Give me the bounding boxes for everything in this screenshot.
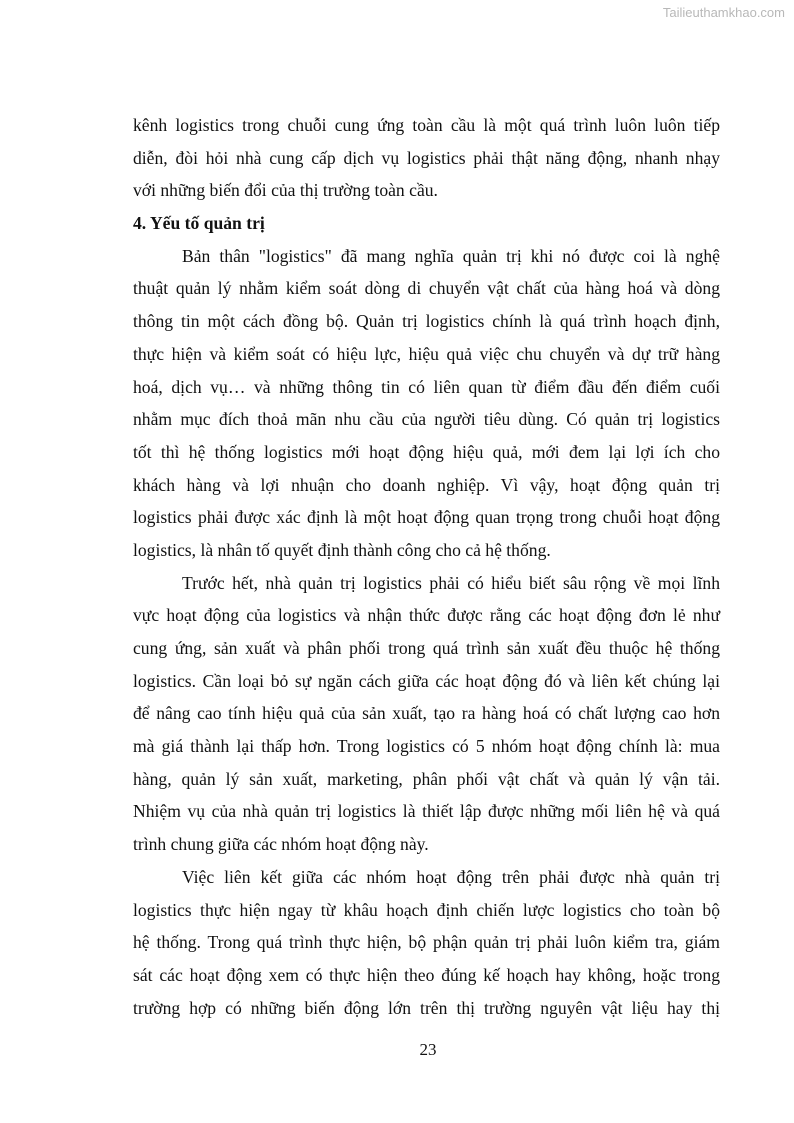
text-line: hàng, quản lý sản xuất, marketing, phân phối vật chất và quản lý vận tải. — [133, 768, 720, 789]
text-line: kênh logistics trong chuỗi cung ứng toàn cầu là một quá trình luôn luôn tiếp — [133, 115, 720, 135]
text-line: logistics phải được xác định là một hoạt động quan trọng trong chuỗi hoạt động — [133, 507, 720, 528]
text-line: logistics thực hiện ngay từ khâu hoạch định chiến lược logistics cho toàn bộ — [133, 899, 720, 920]
document-body — [133, 109, 720, 1024]
text-line: Trước hết, nhà quản trị logistics phải có hiểu biết sâu rộng về mọi lĩnh — [182, 572, 720, 593]
text-line: hệ thống. Trong quá trình thực hiện, bộ phận quản trị phải luôn kiểm tra, giám — [133, 932, 720, 953]
text-line: Nhiệm vụ của nhà quản trị logistics là thiết lập được những mối liên hệ và quá — [133, 801, 720, 822]
text-line: Việc liên kết giữa các nhóm hoạt động trên phải được nhà quản trị — [182, 866, 720, 887]
text-line: thuật quản lý nhằm kiểm soát dòng di chuyển vật chất của hàng hoá và dòng — [133, 278, 720, 299]
text-line: trường hợp có những biến động lớn trên thị trường nguyên vật liệu hay thị — [133, 997, 720, 1018]
text-line: thông tin một cách đồng bộ. Quản trị logistics chính là quá trình hoạch định, — [133, 311, 720, 332]
page-number: 23 — [419, 1040, 437, 1059]
text-line: khách hàng và lợi nhuận cho doanh nghiệp. Vì vậy, hoạt động quản trị — [133, 474, 720, 495]
text-line: hoá, dịch vụ… và những thông tin có liên quan từ điểm đầu đến điểm cuối — [133, 376, 720, 397]
text-line: với những biến đổi của thị trường toàn cầu. — [133, 180, 438, 201]
text-line: tốt thì hệ thống logistics mới hoạt động hiệu quả, mới đem lại lợi ích cho — [133, 441, 720, 462]
text-line: thực hiện và kiểm soát có hiệu lực, hiệu quả việc chu chuyển và dự trữ hàng — [133, 343, 720, 364]
text-line: nhằm mục đích thoả mãn nhu cầu của người tiêu dùng. Có quản trị logistics — [133, 409, 720, 430]
text-line: Bản thân "logistics" đã mang nghĩa quản trị khi nó được coi là nghệ — [182, 245, 720, 266]
text-line: diễn, đòi hỏi nhà cung cấp dịch vụ logistics phải thật năng động, nhanh nhạy — [133, 147, 720, 168]
watermark: Tailieuthamkhao.com — [662, 5, 785, 20]
section-heading: 4. Yếu tố quản trị — [133, 213, 265, 234]
text-line: logistics, là nhân tố quyết định thành công cho cả hệ thống. — [133, 539, 551, 560]
text-line: vực hoạt động của logistics và nhận thức được rằng các hoạt động đơn lẻ như — [133, 605, 720, 626]
text-line: logistics. Cần loại bỏ sự ngăn cách giữa các hoạt động đó và liên kết chúng lại — [133, 670, 720, 691]
text-line: trình chung giữa các nhóm hoạt động này. — [133, 834, 429, 855]
text-line: để nâng cao tính hiệu quả của sản xuất, tạo ra hàng hoá có chất lượng cao hơn — [133, 703, 720, 724]
text-line: mà giá thành lại thấp hơn. Trong logistics có 5 nhóm hoạt động chính là: mua — [133, 736, 720, 757]
text-line: sát các hoạt động xem có thực hiện theo đúng kế hoạch hay không, hoặc trong — [133, 964, 720, 985]
text-line: cung ứng, sản xuất và phân phối trong quá trình sản xuất đều thuộc hệ thống — [133, 638, 720, 658]
